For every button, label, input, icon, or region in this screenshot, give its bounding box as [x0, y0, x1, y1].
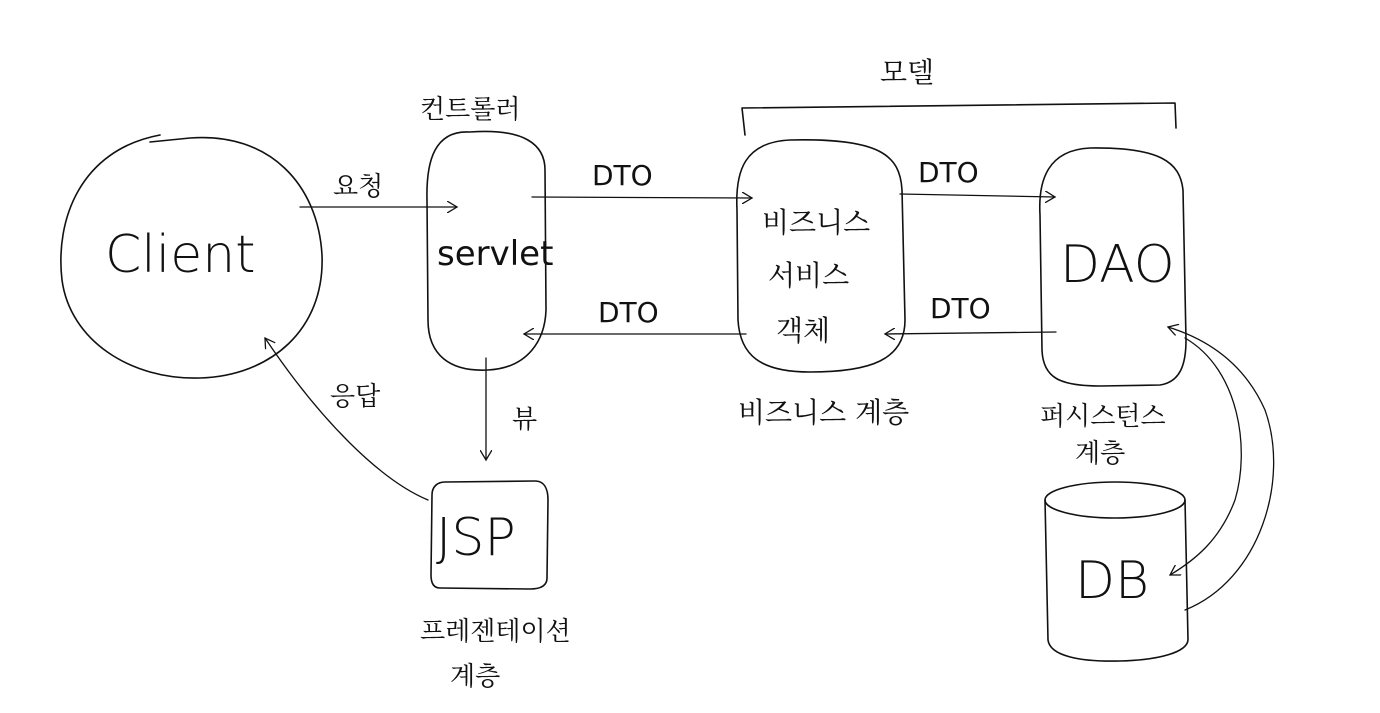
dto-business-to-dao-label: DTO [918, 156, 979, 189]
response-arrow [265, 338, 428, 500]
jsp-label: JSP [436, 508, 516, 568]
presentation-label-line2: 계층 [450, 662, 501, 692]
business-line1: 비즈니스 [762, 206, 871, 239]
db-to-dao-arrow [1168, 327, 1274, 610]
dto-servlet-to-business-arrow [532, 197, 752, 198]
request-label: 요청 [333, 172, 384, 202]
dto-servlet-to-business-label: DTO [592, 159, 653, 192]
model-bracket [742, 103, 1176, 135]
dao-label: DAO [1060, 235, 1175, 295]
dao-to-db-arrow [1170, 338, 1241, 575]
dto-business-to-servlet-label: DTO [598, 296, 659, 329]
business-layer-label: 비즈니스 계층 [738, 396, 910, 429]
persistence-label-line2: 계층 [1075, 439, 1126, 469]
presentation-label-line1: 프레젠테이션 [420, 617, 571, 647]
persistence-label-line1: 퍼시스턴스 [1040, 402, 1166, 432]
db-label: DB [1075, 551, 1150, 611]
view-label: 뷰 [512, 405, 538, 435]
dto-business-to-dao-arrow [900, 194, 1055, 197]
dto-dao-to-business-label: DTO [930, 292, 991, 325]
servlet-label: servlet [437, 234, 554, 274]
business-line2: 서비스 [768, 259, 850, 292]
dto-dao-to-business-arrow [885, 332, 1056, 334]
model-label: 모델 [880, 56, 935, 89]
client-label: Client [105, 225, 256, 285]
business-line3: 객체 [776, 314, 831, 347]
response-label: 응답 [330, 382, 381, 412]
controller-label: 컨트롤러 [420, 95, 521, 125]
